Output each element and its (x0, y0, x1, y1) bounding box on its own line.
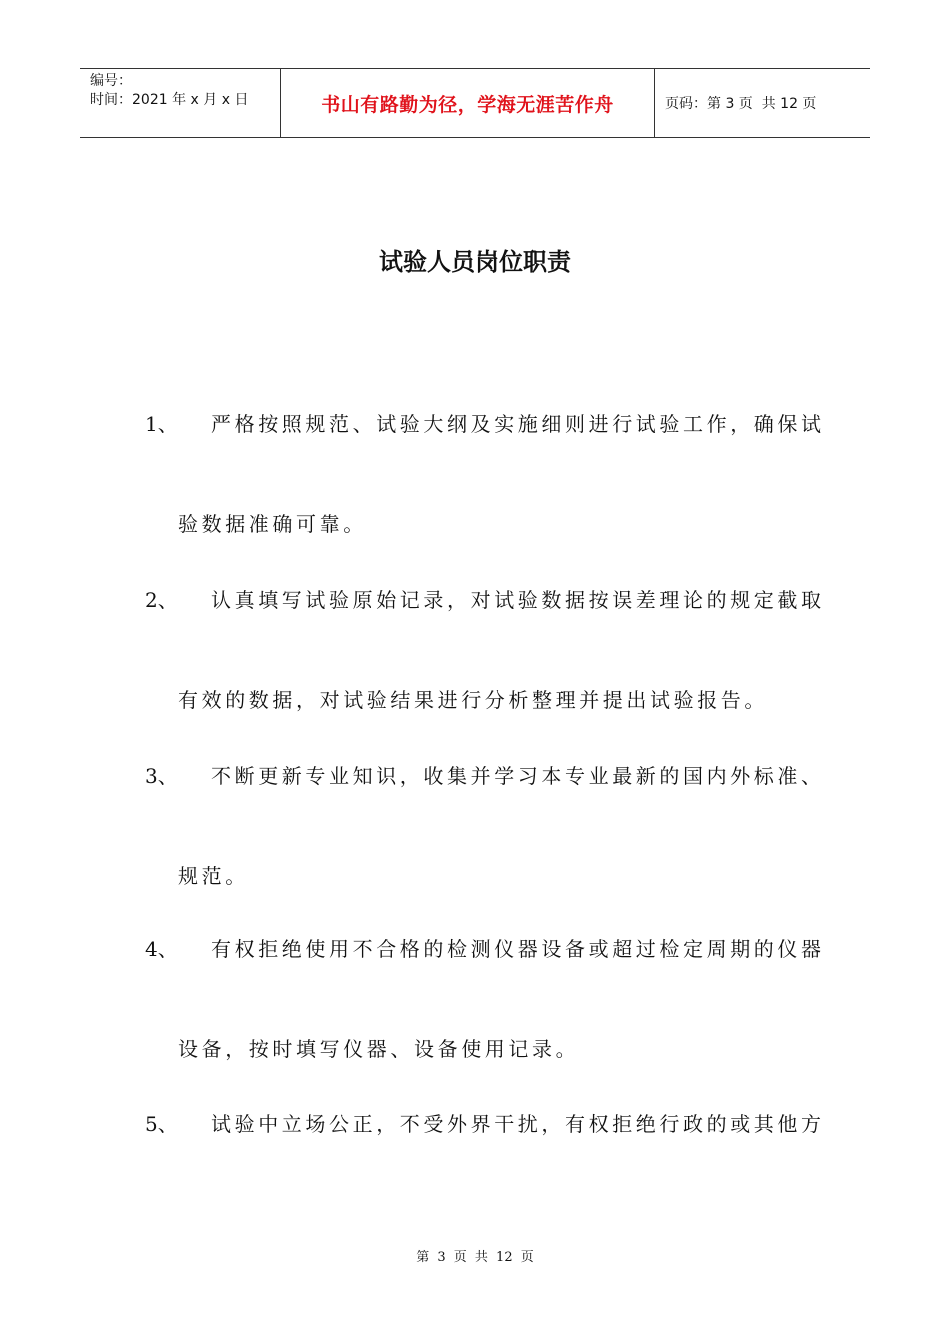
item-text-line: 严格按照规范、试验大纲及实施细则进行试验工作，确保试 (211, 412, 825, 436)
item-text-line: 不断更新专业知识，收集并学习本专业最新的国内外标准、 (211, 764, 825, 788)
document-title: 试验人员岗位职责 (379, 248, 571, 276)
number-label: 编号： (90, 73, 132, 89)
item-number: 4、 (145, 937, 178, 961)
item-number: 3、 (145, 764, 178, 788)
item-text-line: 认真填写试验原始记录，对试验数据按误差理论的规定截取 (211, 588, 825, 612)
page-footer: 第 3 页 共 12 页 (416, 1250, 534, 1265)
item-text-line: 规范。 (178, 864, 249, 888)
time-label: 时间：2021 年 x 月 x 日 (90, 92, 249, 108)
item-number: 1、 (145, 412, 178, 436)
header-motto: 书山有路勤为径，学海无涯苦作舟 (281, 69, 655, 137)
item-text-line: 有权拒绝使用不合格的检测仪器设备或超过检定周期的仪器 (211, 937, 825, 961)
header-page-info: 页码：第 3 页 共 12 页 (665, 96, 817, 112)
item-number: 5、 (145, 1112, 178, 1136)
item-text-line: 有效的数据，对试验结果进行分析整理并提出试验报告。 (178, 688, 768, 712)
item-number: 2、 (145, 588, 178, 612)
header-meta-cell (80, 69, 281, 137)
item-text-line: 试验中立场公正，不受外界干扰，有权拒绝行政的或其他方 (211, 1112, 825, 1136)
item-text-line: 验数据准确可靠。 (178, 512, 367, 536)
item-text-line: 设备，按时填写仪器、设备使用记录。 (178, 1037, 580, 1061)
header-table (80, 68, 870, 138)
